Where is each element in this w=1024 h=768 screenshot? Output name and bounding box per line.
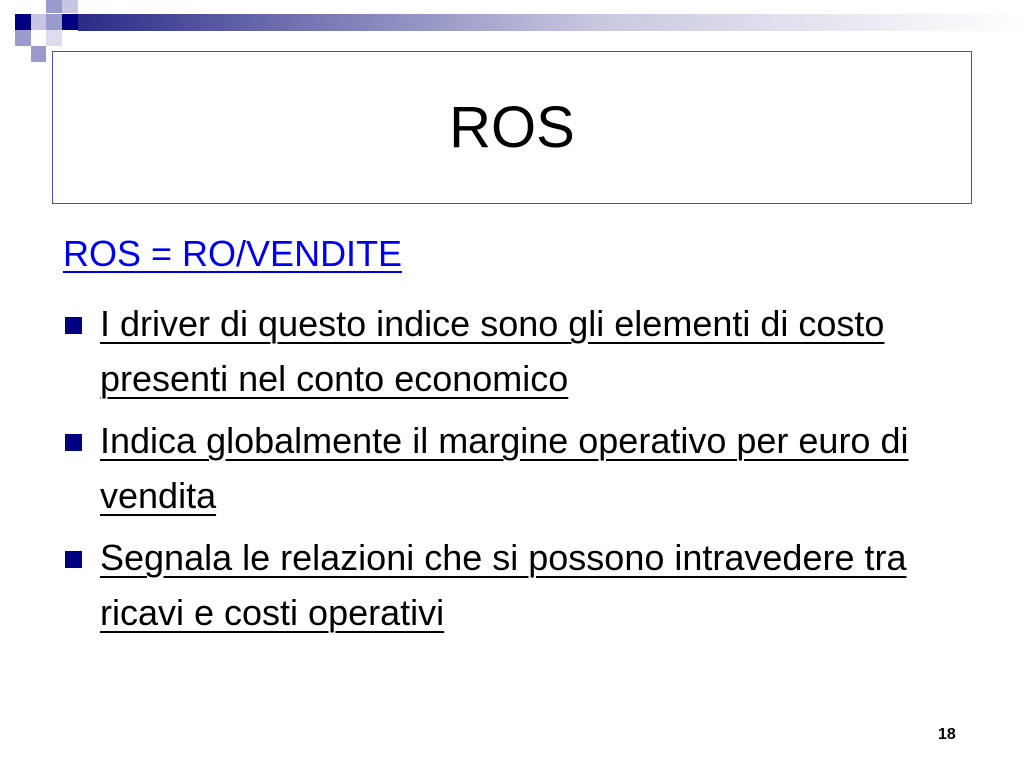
mosaic-square [62, 0, 78, 13]
bullet-text[interactable]: I driver di questo indice sono gli elementi di costo presenti nel conto economico [100, 303, 885, 399]
mosaic-square [15, 30, 31, 46]
square-bullet-icon [65, 434, 82, 451]
header-gradient-bar [78, 14, 1024, 31]
page-number: 18 [938, 726, 956, 743]
list-item [60, 530, 960, 640]
bullet-text[interactable]: Indica globalmente il margine operativo per euro di vendita [100, 420, 909, 516]
title-box [52, 51, 972, 204]
mosaic-square [46, 14, 62, 30]
mosaic-square [46, 0, 62, 13]
square-bullet-icon [65, 317, 82, 334]
bullet-text[interactable]: Segnala le relazioni che si possono intravedere tra ricavi e costi operativi [100, 537, 907, 633]
bullet-list [60, 296, 960, 647]
slide-title: ROS [449, 95, 575, 160]
list-item [60, 413, 960, 523]
list-item [60, 296, 960, 406]
mosaic-square [31, 46, 46, 62]
mosaic-square [62, 14, 78, 30]
mosaic-square [46, 30, 62, 46]
formula-link[interactable]: ROS = RO/VENDITE [63, 233, 403, 274]
square-bullet-icon [65, 551, 82, 568]
mosaic-square [15, 14, 31, 30]
mosaic-square [31, 14, 46, 30]
